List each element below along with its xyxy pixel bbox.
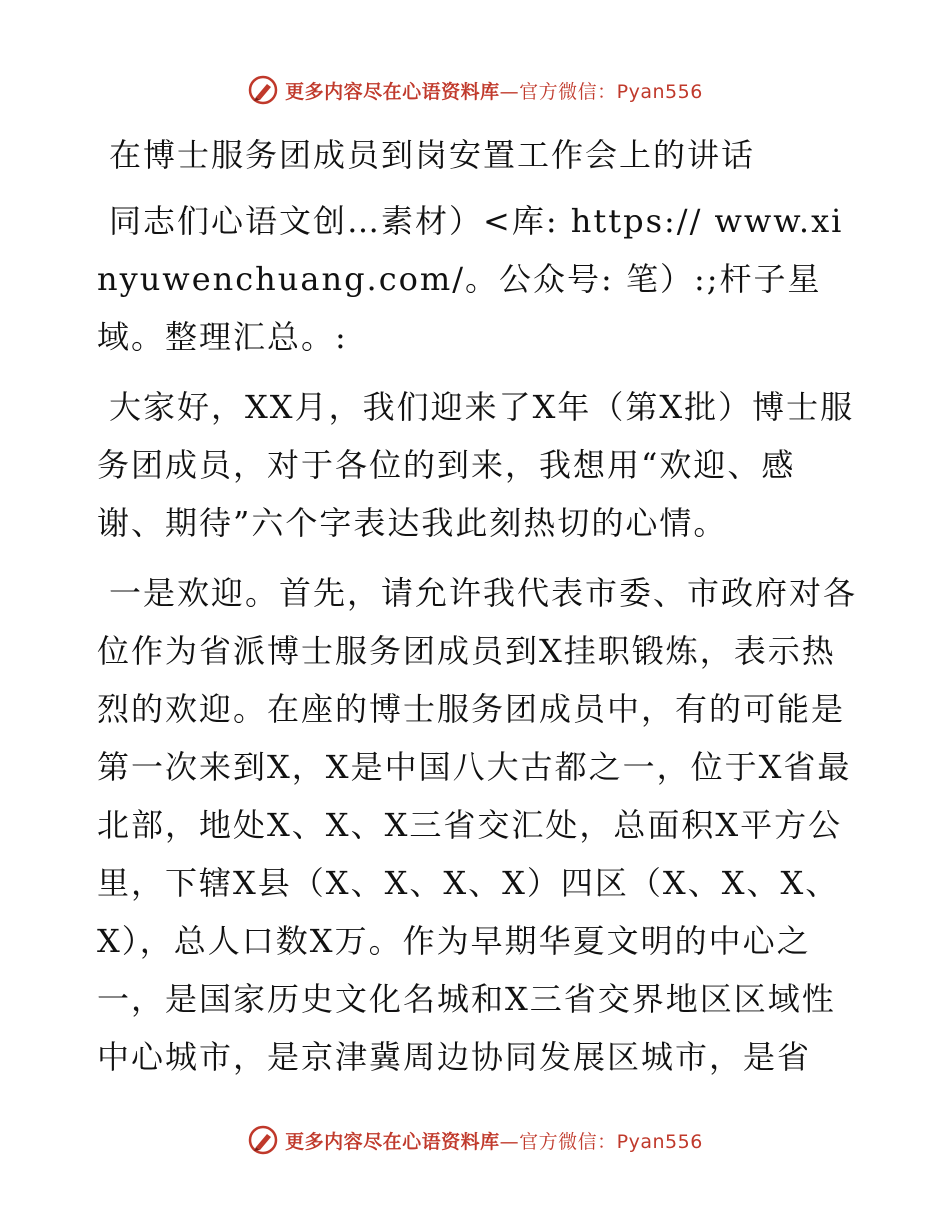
header-banner-separator: — (499, 80, 520, 103)
header-banner-main: 更多内容尽在心语资料库 (285, 80, 500, 103)
footer-watermark-banner (0, 1120, 950, 1160)
paragraph-greeting: 大家好，XX月，我们迎来了X年（第X批）博士服务团成员，对于各位的到来，我想用“欢迎、感谢、期待”六个字表达我此刻热切的心情。 (97, 388, 855, 542)
pen-logo-icon (247, 1124, 279, 1156)
footer-banner-separator: — (499, 1130, 520, 1153)
header-banner-text (285, 77, 703, 104)
paragraph-welcome: 一是欢迎。首先，请允许我代表市委、市政府对各位作为省派博士服务团成员到X挂职锻炼，表示热烈的欢迎。在座的博士服务团成员中，有的可能是第一次来到X，X是中国八大古都之一，位于X省最北部，地处X、X、X三省交汇处，总面积X平方公里，下辖X县（X、X、X、X）四区（X、X、X、X），总人口数X万。作为早期华夏文明的中心之一，是国家历史文化名城和X三省交界地区区域性中心城市，是京津冀周边协同发展区城市，是省 (97, 574, 858, 1076)
document-body (97, 126, 857, 1098)
header-banner-contact: 官方微信：Pyan556 (519, 80, 703, 103)
header-watermark-banner (0, 70, 950, 110)
footer-banner-contact: 官方微信：Pyan556 (519, 1130, 703, 1153)
pen-logo-icon (247, 74, 279, 106)
paragraph-source-note: 同志们心语文创…素材）<库: https:// www.xinyuwenchuang.com/。公众号: 笔）:;杆子星域。整理汇总。: (97, 202, 844, 356)
footer-banner-text (285, 1127, 703, 1154)
document-title: 在博士服务团成员到岗安置工作会上的讲话 (109, 136, 756, 174)
footer-banner-main: 更多内容尽在心语资料库 (285, 1130, 500, 1153)
